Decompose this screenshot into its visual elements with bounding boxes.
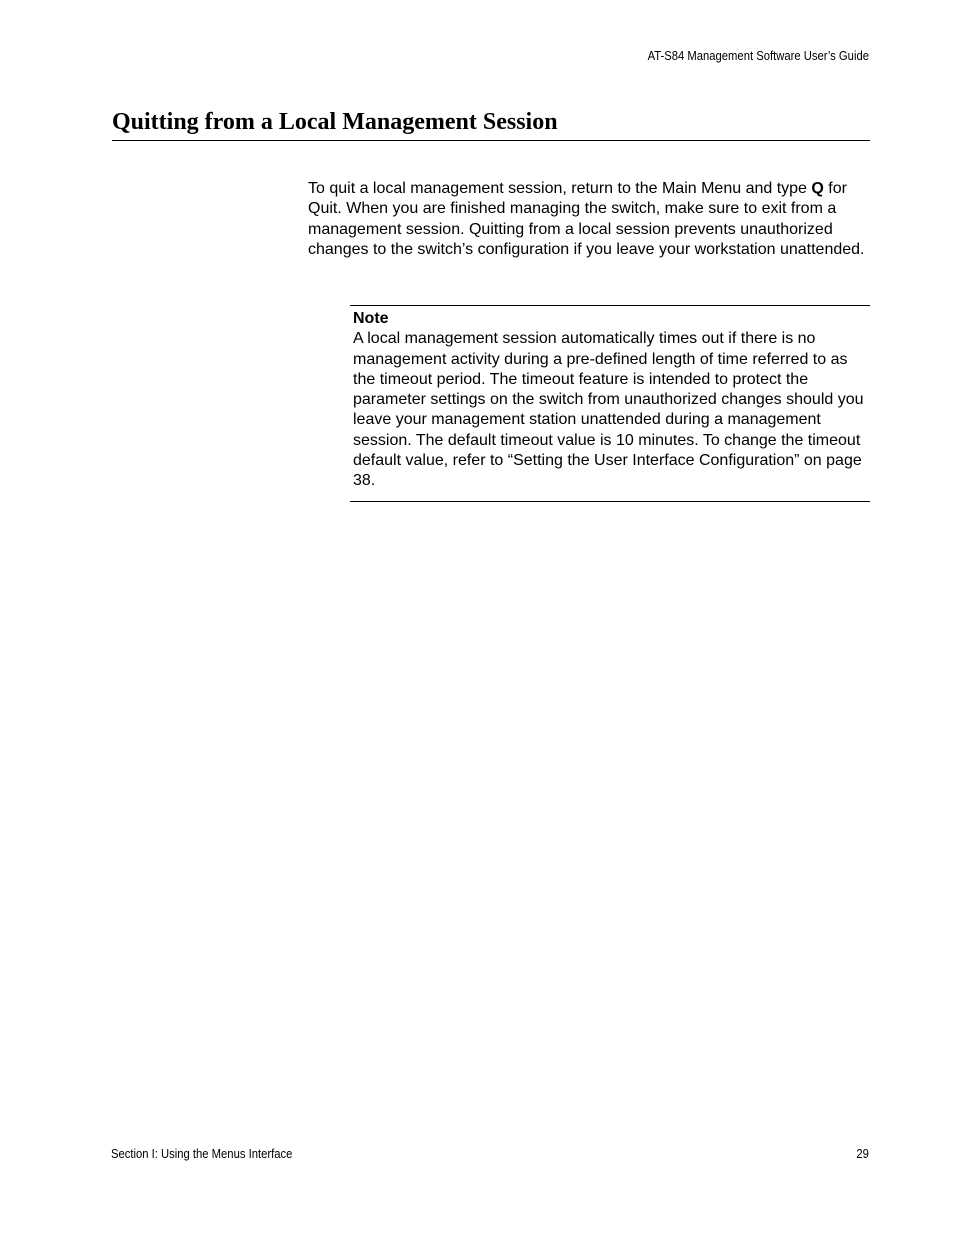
note-box	[350, 305, 870, 502]
body-text-before-key: To quit a local management session, return to the Main Menu and type	[308, 180, 812, 197]
body-paragraph	[308, 179, 870, 260]
note-heading: Note	[353, 310, 389, 327]
body-text-after-key: for Quit. When you are finished managing the switch, make sure to exit from a management session. Quitting from a local session prevents unauthorized changes to the switch’s configuration if you leave your workstation unattended.	[308, 180, 865, 258]
quit-key: Q	[811, 180, 824, 197]
footer-section-label: Section I: Using the Menus Interface	[111, 1147, 293, 1161]
footer-page-number: 29	[856, 1147, 869, 1161]
section-title: Quitting from a Local Management Session	[112, 107, 870, 141]
note-text: A local management session automatically times out if there is no management activity during a pre-defined length of time referred to as the timeout period. The timeout feature is intended to protect the parameter settings on the switch from unauthorized changes should you leave your management station unattended during a management session. The default timeout value is 10 minutes. To change the timeout default value, refer to “Setting the User Interface Configuration” on page 38.	[353, 330, 864, 490]
running-header: AT-S84 Management Software User’s Guide	[647, 49, 869, 63]
